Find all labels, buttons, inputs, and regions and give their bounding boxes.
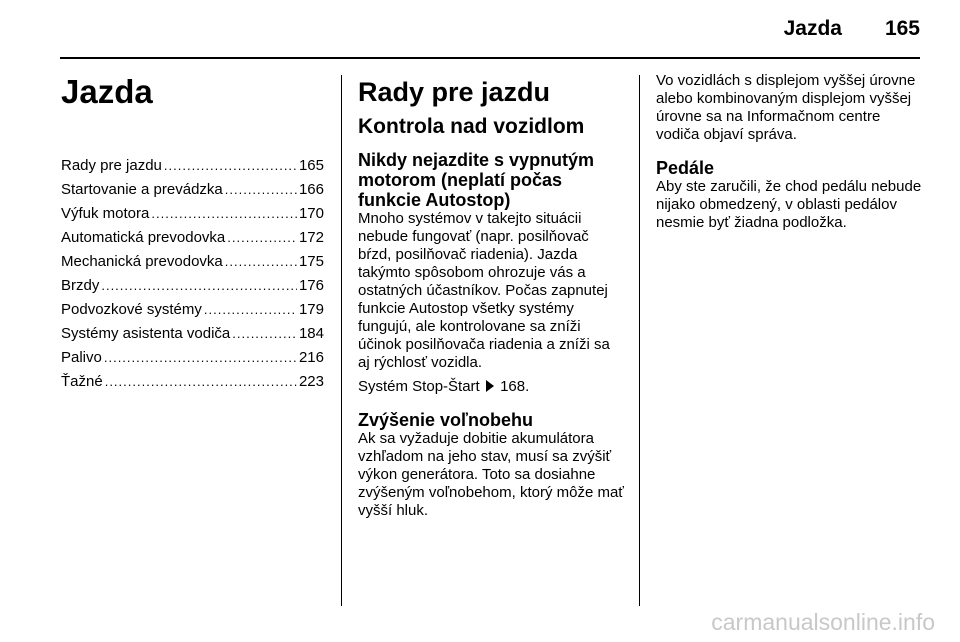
toc-item-page: 172 xyxy=(298,229,324,246)
toc-item[interactable] xyxy=(61,178,324,202)
toc-item-label: Palivo xyxy=(61,349,102,366)
toc-leader xyxy=(204,298,297,322)
toc-item-label: Brzdy xyxy=(61,277,100,294)
running-section-title: Jazda xyxy=(783,17,842,40)
toc-item-label: Ťažné xyxy=(61,373,103,390)
toc-item-page: 179 xyxy=(298,301,324,318)
toc-item-label: Podvozkové systémy xyxy=(61,301,202,318)
toc-leader xyxy=(101,274,297,298)
toc-leader xyxy=(232,322,297,346)
toc-leader xyxy=(164,154,297,178)
toc-item[interactable] xyxy=(61,154,324,178)
page-header xyxy=(0,0,960,60)
toc-item-label: Mechanická prevodovka xyxy=(61,253,223,270)
toc-item[interactable] xyxy=(61,274,324,298)
column-divider-1 xyxy=(341,75,342,606)
cross-reference[interactable] xyxy=(358,378,624,396)
column-divider-2 xyxy=(639,75,640,606)
header-rule xyxy=(60,57,920,59)
toc-list xyxy=(61,154,324,394)
cross-reference-label: Systém Stop-Štart xyxy=(358,378,480,395)
subsection-heading-idle: Zvýšenie voľnobehu xyxy=(358,410,533,430)
page-number: 165 xyxy=(884,17,920,40)
chapter-title: Jazda xyxy=(61,73,153,110)
toc-item-label: Systémy asistenta vodiča xyxy=(61,325,231,342)
toc-item-page: 176 xyxy=(298,277,324,294)
toc-item[interactable] xyxy=(61,346,324,370)
toc-item-page: 170 xyxy=(298,205,324,222)
toc-item-label: Výfuk motora xyxy=(61,205,150,222)
toc-leader xyxy=(105,370,297,394)
toc-item-page: 216 xyxy=(298,349,324,366)
content-column-1 xyxy=(358,72,624,520)
toc-leader xyxy=(104,346,297,370)
triangle-arrow-icon xyxy=(486,380,494,392)
content-column-2 xyxy=(656,72,926,232)
toc-column xyxy=(61,72,324,394)
section-title: Rady pre jazdu xyxy=(358,77,551,107)
toc-leader xyxy=(151,202,297,226)
toc-item-label: Automatická prevodovka xyxy=(61,229,226,246)
paragraph-pedals: Aby ste zaručili, že chod pedálu nebude nijako obmedzený, v oblasti pedálov nesmie byť žiadna podložka. xyxy=(656,178,922,231)
toc-leader xyxy=(225,178,297,202)
subsection-heading-pedals: Pedále xyxy=(656,158,715,178)
toc-item[interactable] xyxy=(61,226,324,250)
toc-leader xyxy=(227,226,297,250)
toc-item-page: 184 xyxy=(298,325,324,342)
paragraph-idle: Ak sa vyžaduje dobitie akumulátora vzhľadom na jeho stav, musí sa zvýšiť výkon generátora. Toto sa dosiahne zvýšeným voľnobehom, ktorý môže mať vyšší hluk. xyxy=(358,430,624,519)
toc-item[interactable] xyxy=(61,298,324,322)
toc-item-page: 166 xyxy=(298,181,324,198)
toc-item[interactable] xyxy=(61,322,324,346)
toc-item-page: 223 xyxy=(298,373,324,390)
paragraph-engine-off: Mnoho systémov v takejto situácii nebude fungovať (napr. posilňovač bŕzd, posilňovač riadenia). Jazda takýmto spôsobom ohrozuje vás a ostatných účastníkov. Počas zapnutej funkcie Autostop všetky systémy fungujú, ale kontrolovane sa zníži účinok posilňovača riadenia a zníži sa aj rýchlosť vozidla. xyxy=(358,210,610,371)
paragraph-display-message: Vo vozidlách s displejom vyššej úrovne alebo kombinovaným displejom vyššej úrovne sa na Informačnom centre vodiča objaví správa. xyxy=(656,72,916,143)
cross-reference-page: 168. xyxy=(500,378,530,395)
toc-item-page: 165 xyxy=(298,157,324,174)
toc-item[interactable] xyxy=(61,250,324,274)
toc-item-page: 175 xyxy=(298,253,324,270)
toc-item[interactable] xyxy=(61,370,324,394)
toc-item-label: Startovanie a prevádzka xyxy=(61,181,223,198)
toc-item-label: Rady pre jazdu xyxy=(61,157,162,174)
toc-leader xyxy=(225,250,297,274)
toc-item[interactable] xyxy=(61,202,324,226)
subsection-heading-engine-off: Nikdy nejazdite s vypnutým motorom (neplatí počas funkcie Autostop) xyxy=(358,150,595,210)
section-subtitle: Kontrola nad vozidlom xyxy=(358,115,585,138)
watermark: carmanualsonline.info xyxy=(711,609,935,635)
